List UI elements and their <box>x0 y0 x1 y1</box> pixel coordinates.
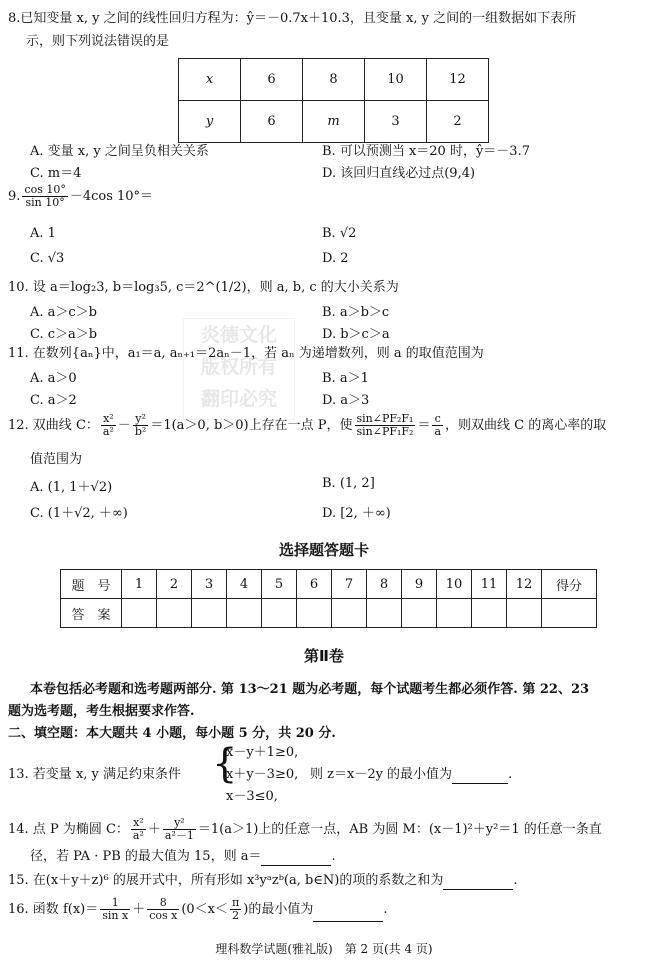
fraction-numerator: π <box>232 896 240 909</box>
fraction-numerator: x² <box>101 413 116 426</box>
q9-option-d: D. 2 <box>322 251 349 266</box>
question-number-cell: 2 <box>157 570 192 599</box>
row-label: 题 号 <box>61 570 122 599</box>
q15-text: 15. 在(x＋y＋z)⁶ 的展开式中，所有形如 x³yᵃzᵇ(a, b∈N)的项的系数之和为 <box>8 873 444 888</box>
table-cell: 10 <box>365 59 427 101</box>
question-number-cell: 11 <box>472 570 507 599</box>
answer-cell[interactable] <box>192 599 227 628</box>
score-label: 得分 <box>542 570 597 599</box>
question-number-cell: 10 <box>437 570 472 599</box>
question-number-cell: 3 <box>192 570 227 599</box>
part2-intro-line2: 题为选考题，考生根据要求作答. <box>8 704 195 719</box>
q8-option-c: C. m＝4 <box>30 166 82 181</box>
q8-stem-line1: 8.已知变量 x, y 之间的线性回归方程为：ŷ＝－0.7x＋10.3，且变量 x, y 之间的一组数据如下表所 <box>8 11 577 26</box>
q12-stem <box>8 413 606 438</box>
watermark-line: 翻印必究 <box>200 388 277 410</box>
q11-option-c: C. a＞2 <box>30 393 77 408</box>
table-row <box>61 570 597 599</box>
answer-cell[interactable] <box>507 599 542 628</box>
q8-data-table <box>178 58 489 143</box>
question-number-cell: 5 <box>262 570 297 599</box>
q12-minus: － <box>117 418 131 433</box>
fraction-numerator: y² <box>133 413 148 426</box>
score-cell[interactable] <box>542 599 597 628</box>
q16-stem <box>8 897 388 922</box>
question-number-cell: 8 <box>367 570 402 599</box>
row-label: 答 案 <box>61 599 122 628</box>
q13-constraint-1: x－y＋1≥0, <box>226 745 299 760</box>
q8-stem-line2: 示，则下列说法错误的是 <box>26 34 170 49</box>
q16-range-pre: (0＜x＜ <box>181 902 229 917</box>
fraction-denominator: sin x <box>102 909 129 922</box>
answer-blank[interactable] <box>452 769 508 784</box>
table-cell: m <box>303 101 365 143</box>
q11-option-b: B. a＞1 <box>322 371 369 386</box>
q12-mid: ＝1(a＞0, b＞0)上存在一点 P，使 <box>150 418 353 433</box>
fraction-denominator: a² <box>102 425 114 438</box>
table-row <box>179 101 489 143</box>
answer-blank[interactable] <box>313 907 383 922</box>
part2-intro-line1: 本卷包括必考题和选考题两部分. 第 13～21 题为必考题，每个试题考生都必须作答. 第 22、23 <box>30 682 590 697</box>
fraction-numerator: x² <box>131 817 146 830</box>
q12-option-c: C. (1＋√2, ＋∞) <box>30 506 128 521</box>
q10-option-c: C. c＞a＞b <box>30 327 98 342</box>
q14-fraction-x <box>131 817 146 842</box>
q12-eq: ＝ <box>417 418 431 433</box>
question-number-cell: 1 <box>122 570 157 599</box>
fraction-numerator: 8 <box>147 897 179 910</box>
fraction-denominator: a² <box>132 829 144 842</box>
fraction-denominator: sin∠PF₁F₂ <box>356 425 414 438</box>
fraction-denominator: a <box>434 425 442 438</box>
q15-end: . <box>513 873 518 888</box>
table-row <box>61 599 597 628</box>
page-footer: 理科数学试题(雅礼版) 第 2 页(共 4 页) <box>215 942 433 956</box>
q9-stem <box>8 184 153 209</box>
answer-card-table <box>60 569 597 628</box>
table-cell: 6 <box>241 101 303 143</box>
fraction-denominator: a²－1 <box>164 829 194 842</box>
fraction-numerator: sin∠PF₂F₁ <box>356 412 414 425</box>
q14-line2-text: 径，若 PA · PB 的最大值为 15，则 a＝ <box>30 849 262 864</box>
q16-fraction-pi <box>230 897 241 922</box>
question-number-cell: 12 <box>507 570 542 599</box>
q13-constraint-2: x＋y－3≥0, <box>226 767 299 782</box>
q16-fraction-sin <box>100 897 130 922</box>
q14-plus: ＋ <box>147 822 161 837</box>
q14-stem-line2 <box>30 848 336 866</box>
answer-cell[interactable] <box>367 599 402 628</box>
fraction-denominator: 2 <box>232 909 240 922</box>
fraction-numerator: 1 <box>100 897 130 910</box>
q14-fraction-y <box>163 817 196 842</box>
q15-stem <box>8 872 518 890</box>
q14-pre: 14. 点 P 为椭圆 C： <box>8 822 129 837</box>
answer-cell[interactable] <box>122 599 157 628</box>
q14-stem <box>8 817 602 842</box>
answer-cell[interactable] <box>262 599 297 628</box>
q12-post: ，则双曲线 C 的离心率的取 <box>445 418 607 433</box>
q12-fraction-sin <box>355 413 416 438</box>
q11-stem: 11. 在数列{aₙ}中，a₁＝a, aₙ₊₁＝2aₙ－1，若 aₙ 为递增数列，则 a 的取值范围为 <box>8 346 484 361</box>
table-cell: x <box>179 59 241 101</box>
question-number-cell: 7 <box>332 570 367 599</box>
q14-post: ＝1(a＞1)上的任意一点，AB 为圆 M：(x－1)²＋y²＝1 的任意一条直 <box>197 822 602 837</box>
watermark <box>183 318 295 420</box>
q12-fraction-x <box>101 413 116 438</box>
answer-cell[interactable] <box>472 599 507 628</box>
question-number-cell: 9 <box>402 570 437 599</box>
table-cell: 12 <box>427 59 489 101</box>
q16-fraction-cos <box>147 897 179 922</box>
fraction-numerator: c <box>432 413 443 426</box>
q11-option-a: A. a＞0 <box>30 371 77 386</box>
table-cell: 8 <box>303 59 365 101</box>
q9-fraction <box>22 184 67 209</box>
table-cell: 6 <box>241 59 303 101</box>
fraction-denominator: b² <box>134 425 147 438</box>
q16-end: . <box>383 902 388 917</box>
q16-plus: ＋ <box>132 902 146 917</box>
q8-option-b: B. 可以预测当 x＝20 时，ŷ＝－3.7 <box>322 144 530 159</box>
q13-stem-pre: 13. 若变量 x, y 满足约束条件 <box>8 767 182 782</box>
answer-cell[interactable] <box>227 599 262 628</box>
q13-stem-post <box>310 766 512 784</box>
q9-option-c: C. √3 <box>30 251 65 266</box>
q12-option-a: A. (1, 1＋√2) <box>30 480 113 495</box>
answer-blank[interactable] <box>261 851 331 866</box>
fraction-numerator: cos 10° <box>24 183 66 196</box>
q8-option-d: D. 该回归直线必过点(9,4) <box>322 166 476 181</box>
answer-cell[interactable] <box>157 599 192 628</box>
q16-post: 的最小值为 <box>248 902 314 917</box>
table-cell: 2 <box>427 101 489 143</box>
q11-option-d: D. a＞3 <box>322 393 370 408</box>
q9-option-a: A. 1 <box>30 226 56 241</box>
q8-option-a: A. 变量 x, y 之间呈负相关关系 <box>30 144 209 159</box>
fraction-denominator: cos x <box>149 909 178 922</box>
answer-cell[interactable] <box>332 599 367 628</box>
q10-option-b: B. a＞b＞c <box>322 305 390 320</box>
fraction-numerator: y² <box>163 817 196 830</box>
table-cell: y <box>179 101 241 143</box>
question-number-cell: 4 <box>227 570 262 599</box>
q14-end: . <box>331 849 336 864</box>
q10-stem: 10. 设 a＝log₂3, b＝log₃5, c＝2^(1/2)，则 a, b, c 的大小关系为 <box>8 280 399 295</box>
q12-fraction-y <box>133 413 148 438</box>
answer-blank[interactable] <box>443 875 513 890</box>
question-number-cell: 6 <box>297 570 332 599</box>
q12-pre: 12. 双曲线 C： <box>8 418 99 433</box>
table-row <box>179 59 489 101</box>
fraction-denominator: sin 10° <box>25 196 65 209</box>
q12-option-b: B. (1, 2] <box>322 476 375 491</box>
q16-range-post: ) <box>243 902 249 917</box>
q13-constraint-3: x－3≤0, <box>226 789 278 804</box>
table-cell: 3 <box>365 101 427 143</box>
q10-option-a: A. a＞c＞b <box>30 305 98 320</box>
q12-stem-line2: 值范围为 <box>30 452 83 467</box>
q9-number: 9. <box>8 189 21 204</box>
q13-brace: { <box>212 741 238 787</box>
q13-post-text: 则 z＝x－2y 的最小值为 <box>310 767 453 782</box>
answer-cell[interactable] <box>437 599 472 628</box>
answer-card-title: 选择题答题卡 <box>278 541 369 559</box>
answer-cell[interactable] <box>402 599 437 628</box>
q12-fraction-ca <box>432 413 443 438</box>
q13-end: . <box>508 767 513 782</box>
q10-option-d: D. b＞c＞a <box>322 327 390 342</box>
q9-option-b: B. √2 <box>322 226 357 241</box>
section-heading: 二、填空题：本大题共 4 小题，每小题 5 分，共 20 分. <box>8 726 336 741</box>
q9-tail: －4cos 10°＝ <box>69 189 154 204</box>
q12-option-d: D. [2, ＋∞) <box>322 506 391 521</box>
watermark-line: 炎德文化 <box>200 324 277 346</box>
answer-cell[interactable] <box>297 599 332 628</box>
q16-pre: 16. 函数 f(x)＝ <box>8 902 99 917</box>
watermark-line: 版权所有 <box>200 356 277 378</box>
part2-title: 第Ⅱ卷 <box>304 647 344 665</box>
